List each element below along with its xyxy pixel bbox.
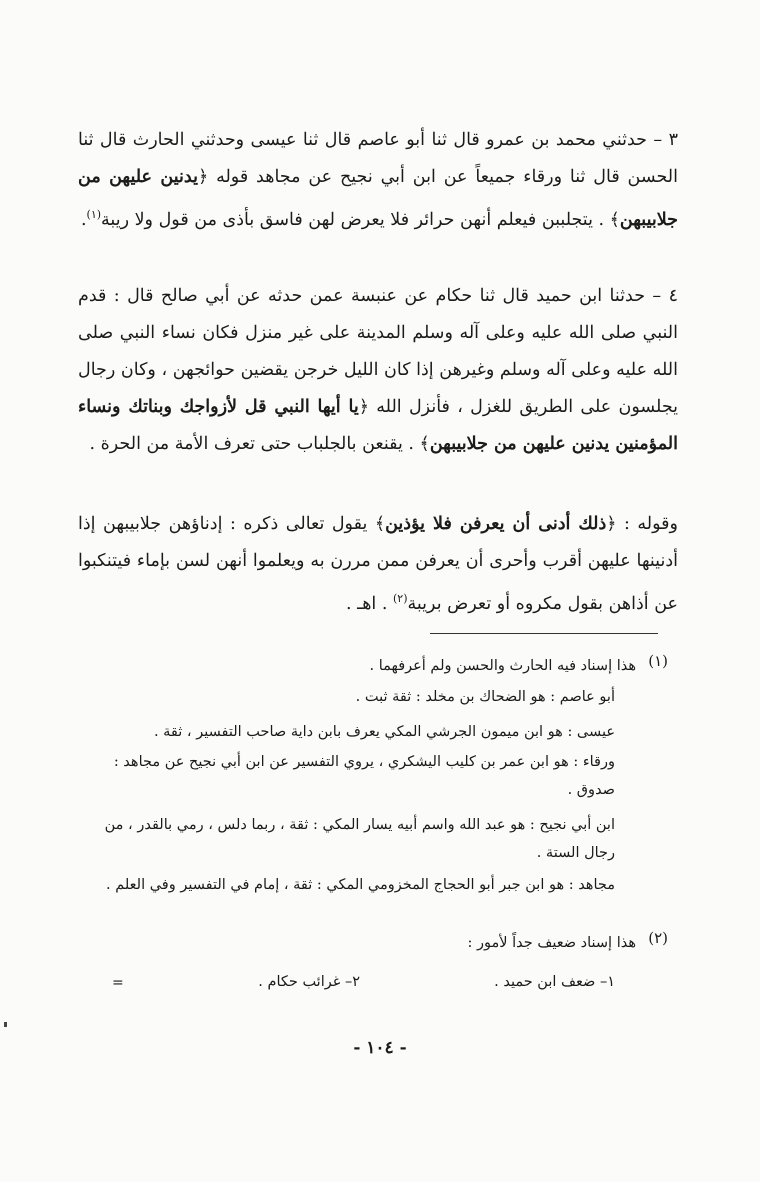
footnote-2-item-2: ٢– غرائب حكام . — [258, 974, 360, 990]
footnote-number: (٢) — [648, 929, 668, 947]
paragraph-narration-4 — [78, 278, 678, 463]
continuation-marker: = — [112, 975, 124, 991]
quran-quote: يدنين عليهن من جلابيبهن — [78, 167, 678, 230]
paragraph-narration-3 — [78, 122, 678, 239]
text: ٤ – حدثنا ابن حميد قال ثنا حكام عن عنبسة عمن حدثه عن أبي صالح قال : قدم النبي صلى الله عليه وعلى آله وسلم المدينة على غير منزل فكان نساء النبي صلى الله عليه وعلى آله وسلم وغيرهن إذا كان الليل خرجن يقضين حوائجهن ، وكان رجال يجلسون على الطريق للغزل ، فأنزل الله ﴿ — [78, 286, 678, 417]
footnote-number: (١) — [648, 652, 668, 670]
footnote-2-text: هذا إسناد ضعيف جداً لأمور : — [467, 935, 636, 951]
paragraph-commentary — [78, 506, 678, 623]
text: ﴾ . يقنعن بالجلباب حتى تعرف الأمة من الحرة . — [89, 434, 430, 454]
text: وقوله : ﴿ — [606, 514, 678, 534]
footnote-ibn-abi-najih: ابن أبي نجيح : هو عبد الله واسم أبيه يسار المكي : ثقة ، ربما دلس ، رمي بالقدر ، من رجال الستة . — [104, 817, 615, 861]
footnote-isa: عيسى : هو ابن ميمون الجرشي المكي يعرف بابن داية صاحب التفسير ، ثقة . — [153, 724, 615, 740]
footnote-separator — [430, 633, 658, 634]
footnote-mujahid: مجاهد : هو ابن جبر أبو الحجاج المخزومي المكي : ثقة ، إمام في التفسير وفي العلم . — [106, 877, 615, 893]
scan-artifact — [4, 1022, 7, 1027]
quran-quote: ذلك أدنى أن يعرفن فلا يؤذين — [385, 514, 607, 534]
page-number: - ١٠٤ - — [353, 1038, 407, 1058]
footnote-ref[interactable]: (١) — [86, 208, 102, 221]
text: . — [80, 209, 87, 230]
text: ﴾ يقول تعالى ذكره : إدناؤهن جلابيبهن إذا أدنينها عليهن أقرب وأحرى أن يعرفن ممن مررن به ويعلموا أنهن لسن بإماء فيتنكبوا عن أذاهن بقول مكروه أو تعرض بريبة — [78, 514, 678, 614]
footnote-1-text: هذا إسناد فيه الحارث والحسن ولم أعرفهما . — [369, 658, 636, 674]
footnote-2-item-1: ١– ضعف ابن حميد . — [494, 974, 615, 990]
text: ﴾ . يتجلببن فيعلم أنهن حرائر فلا يعرض لهن فاسق بأذى من قول ولا ريبة — [101, 209, 620, 230]
footnote-abu-asim: أبو عاصم : هو الضحاك بن مخلد : ثقة ثبت . — [355, 689, 615, 705]
text: ٣ – حدثني محمد بن عمرو قال ثنا أبو عاصم قال ثنا عيسى وحدثني الحارث قال ثنا الحسن قال ثنا ورقاء جميعاً عن ابن أبي نجيح عن مجاهد قوله ﴿ — [78, 130, 678, 187]
text: . اهـ . — [345, 593, 393, 614]
quran-quote: يا أيها النبي قل لأزواجك وبناتك ونساء المؤمنين يدنين عليهن من جلابيبهن — [78, 397, 678, 454]
footnote-warqa: ورقاء : هو ابن عمر بن كليب اليشكري ، يروي التفسير عن ابن أبي نجيح عن مجاهد : صدوق . — [113, 754, 615, 798]
footnote-ref[interactable]: (٢) — [392, 592, 408, 605]
